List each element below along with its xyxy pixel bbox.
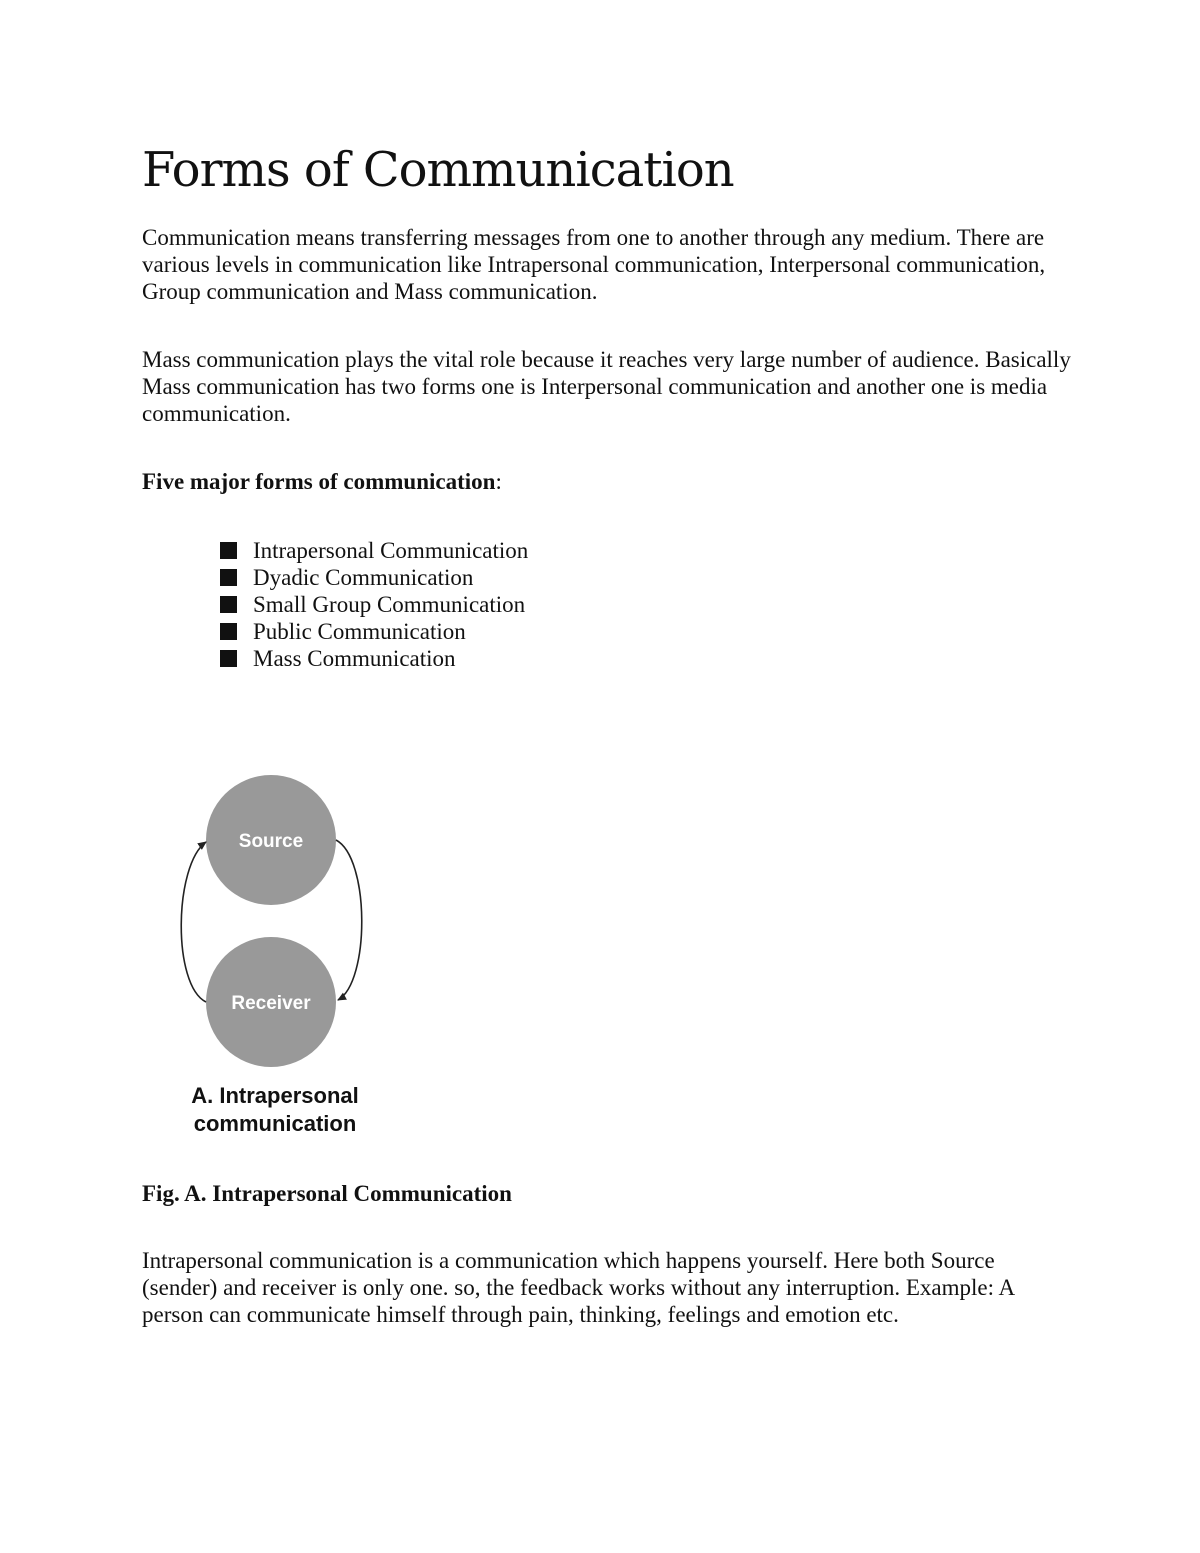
source-label: Source — [238, 831, 304, 852]
diagram-subtitle — [180, 1082, 370, 1138]
forms-subheading-text: Five major forms of communication — [142, 469, 496, 494]
list-item — [220, 645, 528, 672]
forms-subheading — [142, 468, 502, 496]
list-item-label: Small Group Communication — [253, 592, 526, 617]
list-item — [220, 618, 528, 645]
intro-paragraph: Communication means transferring messages from one to another through any medium. There are various levels in communication like Intrapersonal communication, Interpersonal communication, Group communication and Mass communication. — [142, 225, 1046, 304]
diagram-subtitle-line-2: communication — [193, 1111, 357, 1136]
list-item — [220, 564, 528, 591]
page-title: Forms of Communication — [142, 142, 734, 198]
forms-subheading-colon: : — [495, 469, 502, 494]
feedback-arrow-left — [181, 842, 206, 1002]
list-item — [220, 591, 528, 618]
forms-list — [220, 537, 528, 672]
intrapersonal-diagram — [180, 770, 370, 1140]
square-bullet-icon — [220, 569, 237, 586]
square-bullet-icon — [220, 623, 237, 640]
square-bullet-icon — [220, 650, 237, 667]
receiver-label: Receiver — [231, 993, 311, 1014]
diagram-svg — [180, 770, 370, 1080]
diagram-subtitle-line-1: A. Intrapersonal — [191, 1083, 359, 1108]
list-item-label: Public Communication — [253, 619, 466, 644]
intrapersonal-paragraph: Intrapersonal communication is a communication which happens yourself. Here both Source (sender) and receiver is only one. so, the feedback works without any interruption. Example: A person can communicate himself through pain, thinking, feelings and emotion etc. — [142, 1248, 1014, 1327]
square-bullet-icon — [220, 542, 237, 559]
list-item-label: Dyadic Communication — [253, 565, 474, 590]
square-bullet-icon — [220, 596, 237, 613]
figure-caption: Fig. A. Intrapersonal Communication — [142, 1181, 512, 1206]
list-item-label: Mass Communication — [253, 646, 456, 671]
list-item — [220, 537, 528, 564]
list-item-label: Intrapersonal Communication — [253, 538, 529, 563]
mass-communication-paragraph: Mass communication plays the vital role because it reaches very large number of audience. Basically Mass communication has two forms one is Interpersonal communication and another one is media communication. — [142, 347, 1071, 426]
feedback-arrow-right — [336, 840, 362, 1000]
